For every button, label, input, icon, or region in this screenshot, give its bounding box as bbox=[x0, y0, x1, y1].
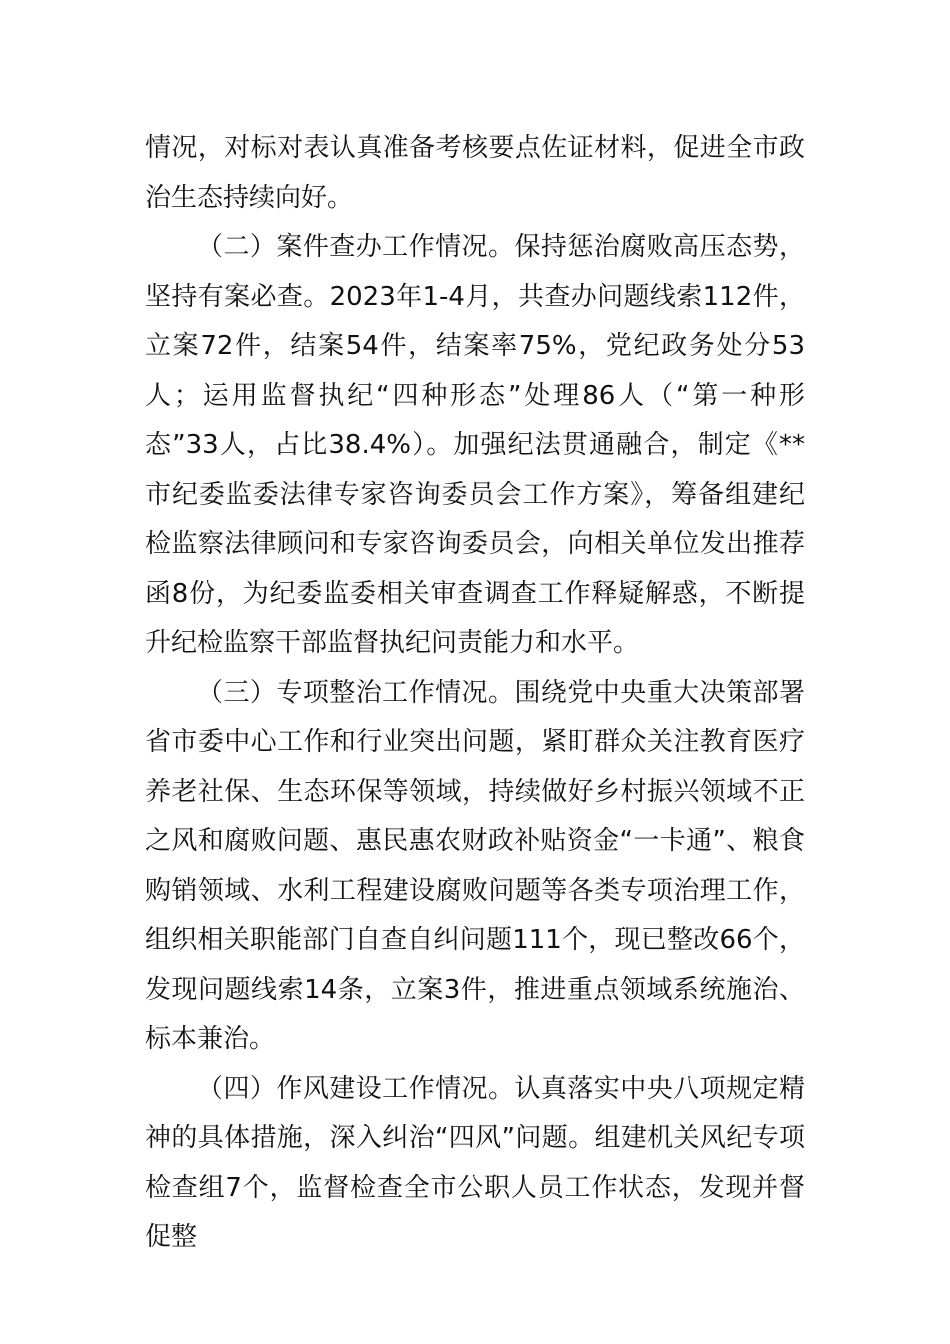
paragraph-continuation: 情况，对标对表认真准备考核要点佐证材料，促进全市政治生态持续向好。 bbox=[145, 133, 805, 213]
paragraph-case-handling: （二）案件查办工作情况。保持惩治腐败高压态势，坚持有案必查。2023年1-4月，共查办问题线索112件，立案72件，结案54件，结案率75%，党纪政务处分53人；运用监督执纪“四种形态”处理86人（“第一种形态”33人，占比38.4%）。加强纪法贯通融合，制定《**市纪委监委法律专家咨询委员会工作方案》，筹备组建纪检监察法律顾问和专家咨询委员会，向相关单位发出推荐函8份，为纪委监委相关审查调查工作释疑解惑，不断提升纪检监察干部监督执纪问责能力和水平。 bbox=[145, 232, 805, 658]
paragraph-special-rectification: （三）专项整治工作情况。围绕党中央重大决策部署省市委中心工作和行业突出问题，紧盯群众关注教育医疗养老社保、生态环保等领域，持续做好乡村振兴领域不正之风和腐败问题、惠民惠农财政补贴资金“一卡通”、粮食购销领域、水利工程建设腐败问题等各类专项治理工作，组织相关职能部门自查自纠问题111个，现已整改66个，发现问题线索14条，立案3件，推进重点领域系统施治、标本兼治。 bbox=[145, 677, 805, 1054]
document-body bbox=[145, 124, 805, 1263]
paragraph-work-style: （四）作风建设工作情况。认真落实中央八项规定精神的具体措施，深入纠治“四风”问题。组建机关风纪专项检查组7个，监督检查全市公职人员工作状态，发现并督促整 bbox=[145, 1073, 805, 1252]
